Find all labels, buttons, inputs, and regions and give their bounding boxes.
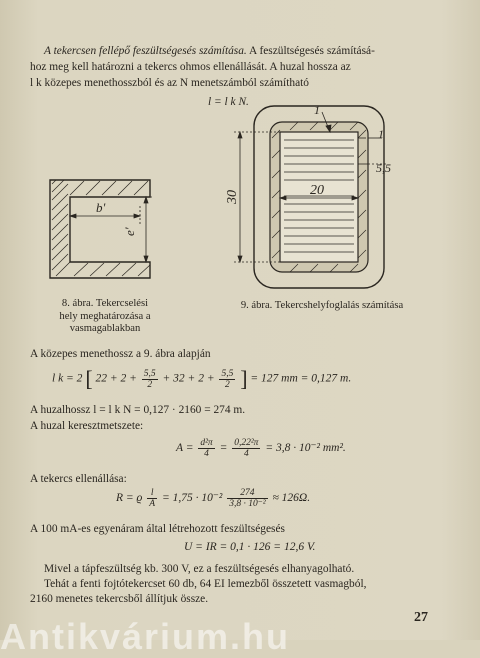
bracket-close: ] (240, 366, 248, 391)
dimension-lines (70, 197, 152, 262)
area-frac-2: $\frac{\text{0,22²π}}{4}$ (234, 438, 259, 459)
figure-8-caption: 8. ábra. Tekercselési hely meghatározása a vasmagablakban (59, 298, 151, 334)
voltage-drop-intro: A 100 mA-es egyenáram által létrehozott feszültségesés (30, 523, 285, 535)
dim-label-30: 30 (225, 190, 240, 204)
figure-9-diagram (210, 98, 430, 298)
resistance-intro: A tekercs ellenállása: (30, 473, 127, 485)
closing-line-1: Mivel a tápfeszültség kb. 300 V, ez a feszültségesés elhanyagolható. (44, 563, 355, 575)
intro-line-2: hoz meg kell határozni a tekercs ohmos ellenállását. A huzal hossza az (30, 61, 351, 73)
intro-formula: l = l k N. (208, 96, 249, 108)
bracket-open: [ (85, 366, 93, 391)
intro-line-3: l k közepes menethosszból és az N menetszámból számítható (30, 77, 309, 89)
dim-label-20: 20 (310, 183, 324, 198)
page-number: 27 (414, 610, 428, 625)
res-frac-2: $\frac{274}{\text{3,8 · 10⁻²}}$ (229, 488, 266, 509)
dim-label-5-5: 5,5 (376, 161, 391, 175)
dim-label-1-right: 1 (378, 127, 384, 141)
lk-term2: + 32 + 2 + (162, 372, 215, 385)
figure-8-diagram (30, 170, 170, 290)
area-equation: A = $\frac{\text{d²π}}{4}$ = $\frac{\text{0,22²π}}{4}$ = 3,8 · 10⁻² mm². (176, 438, 346, 459)
dim-label-1-top: 1 (314, 103, 320, 117)
lk-equation (52, 366, 351, 392)
wire-length: A huzalhossz l = l k N = 0,127 · 2160 = 274 m. (30, 404, 246, 416)
watermark: Antikvárium.hu (0, 616, 291, 657)
figure-9-caption: 9. ábra. Tekercshelyfoglalás számítása (240, 300, 404, 311)
lk-intro: A közepes menethossz a 9. ábra alapján (30, 348, 211, 360)
lk-frac-1: $\frac{5,5}{2}$ (143, 368, 156, 390)
lk-term1: 22 + 2 + (95, 372, 137, 385)
lk-lhs: l k = 2 (52, 372, 83, 385)
resistance-equation: R = ϱ $\frac{l}{A}$ = 1,75 · 10⁻² $\frac{274}{\text{3,8 · 10⁻²}}$ ≈ 126Ω. (116, 488, 311, 509)
lk-frac-2: $\frac{5,5}{2}$ (221, 368, 234, 390)
lk-result: = 127 mm = 0,127 m. (250, 372, 352, 385)
intro-line-1 (44, 44, 375, 59)
voltage-drop-formula: U = IR = 0,1 · 126 = 12,6 V. (184, 541, 316, 553)
closing-line-2: Tehát a fenti fojtótekercset 60 db, 64 EI lemezből összetett vasmagból, (44, 578, 367, 590)
intro-line-1-rest: A feszültségesés számításá- (246, 45, 375, 57)
label-e-prime: e' (122, 227, 137, 236)
area-frac-1: $\frac{\text{d²π}}{4}$ (200, 438, 213, 459)
intro-heading: A tekercsen fellépő feszültségesés számítása. (44, 45, 247, 57)
cross-section-intro: A huzal keresztmetszete: (30, 420, 144, 432)
label-b-prime: b' (96, 200, 106, 215)
closing-line-3: 2160 menetes tekercsből állítjuk össze. (30, 593, 209, 605)
res-frac-1: $\frac{l}{A}$ (149, 488, 156, 509)
